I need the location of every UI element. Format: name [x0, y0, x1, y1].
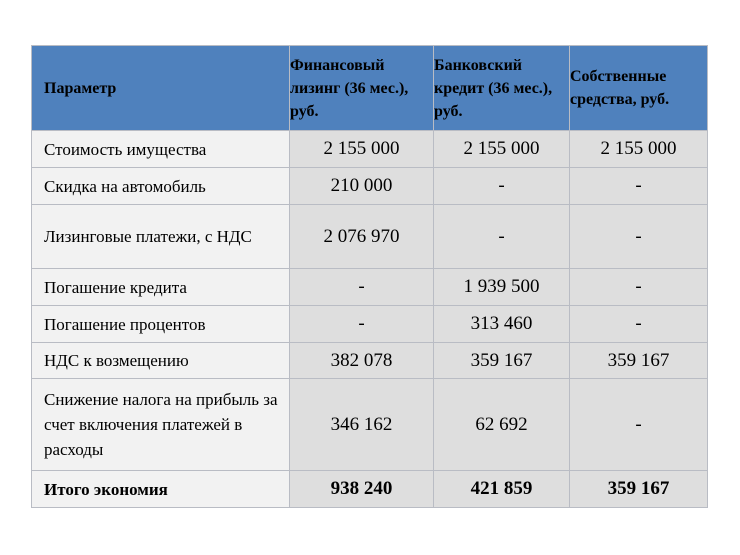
- total-label: Итого экономия: [32, 471, 290, 508]
- table-row: [32, 343, 708, 379]
- cell-own-funds: -: [570, 379, 708, 471]
- table-row: [32, 269, 708, 306]
- total-row: [32, 471, 708, 508]
- header-own-funds: Собственные средства, руб.: [570, 46, 708, 131]
- header-parameter: Параметр: [32, 46, 290, 131]
- cell-leasing: 382 078: [290, 343, 434, 379]
- cell-own-funds: -: [570, 306, 708, 343]
- row-label: Погашение процентов: [32, 306, 290, 343]
- cell-bank-credit: 1 939 500: [434, 269, 570, 306]
- row-label: Погашение кредита: [32, 269, 290, 306]
- total-leasing: 938 240: [290, 471, 434, 508]
- cell-bank-credit: 2 155 000: [434, 131, 570, 168]
- cell-own-funds: 2 155 000: [570, 131, 708, 168]
- row-label: Лизинговые платежи, с НДС: [32, 205, 290, 269]
- cell-own-funds: 359 167: [570, 343, 708, 379]
- header-row: [32, 46, 708, 131]
- cell-leasing: 346 162: [290, 379, 434, 471]
- row-label: Снижение налога на прибыль за счет включения платежей в расходы: [32, 379, 290, 471]
- row-label: Скидка на автомобиль: [32, 168, 290, 205]
- cell-bank-credit: 359 167: [434, 343, 570, 379]
- table-row: [32, 168, 708, 205]
- row-label: НДС к возмещению: [32, 343, 290, 379]
- cell-leasing: 210 000: [290, 168, 434, 205]
- cell-leasing: -: [290, 306, 434, 343]
- header-leasing: Финансовый лизинг (36 мес.), руб.: [290, 46, 434, 131]
- cell-bank-credit: 62 692: [434, 379, 570, 471]
- table-row: [32, 379, 708, 471]
- cell-leasing: -: [290, 269, 434, 306]
- cell-bank-credit: -: [434, 168, 570, 205]
- header-bank-credit: Банковский кредит (36 мес.), руб.: [434, 46, 570, 131]
- cell-own-funds: -: [570, 205, 708, 269]
- table-row: [32, 205, 708, 269]
- table-row: [32, 131, 708, 168]
- total-own-funds: 359 167: [570, 471, 708, 508]
- total-bank-credit: 421 859: [434, 471, 570, 508]
- cell-leasing: 2 076 970: [290, 205, 434, 269]
- row-label: Стоимость имущества: [32, 131, 290, 168]
- cell-bank-credit: -: [434, 205, 570, 269]
- cell-own-funds: -: [570, 269, 708, 306]
- comparison-table: [31, 45, 708, 508]
- cell-bank-credit: 313 460: [434, 306, 570, 343]
- cell-leasing: 2 155 000: [290, 131, 434, 168]
- table-row: [32, 306, 708, 343]
- cell-own-funds: -: [570, 168, 708, 205]
